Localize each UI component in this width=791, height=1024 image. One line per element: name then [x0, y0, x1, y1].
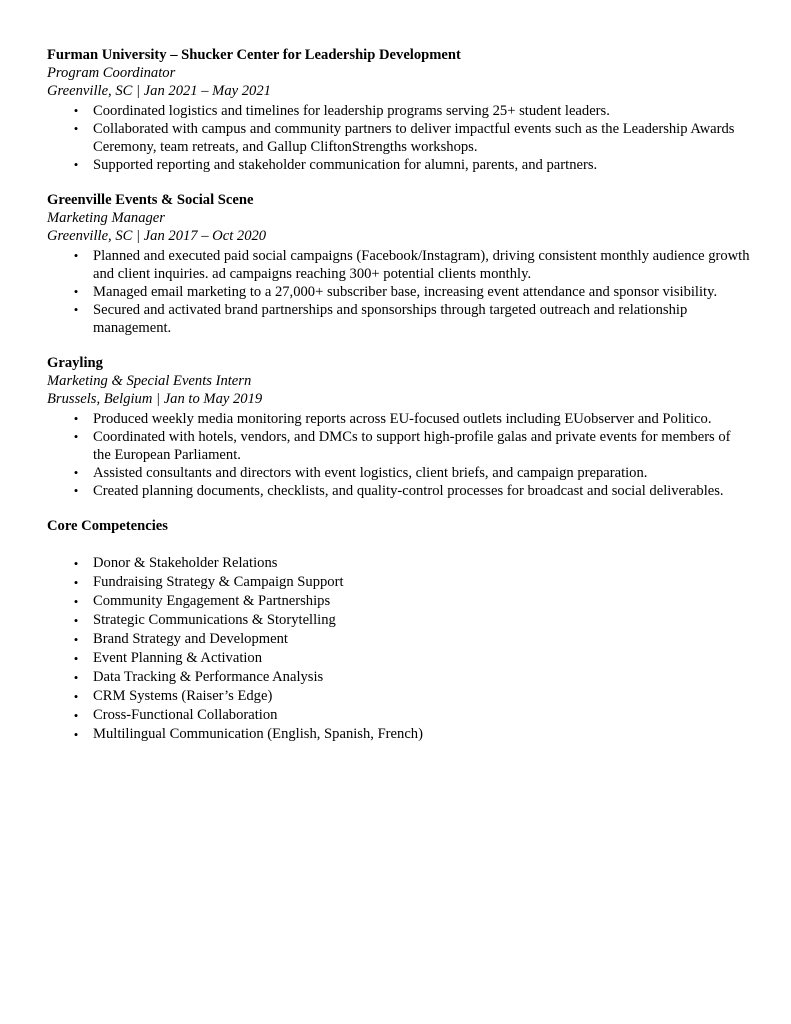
bullet-icon: •	[73, 575, 79, 590]
job-bullet-text: Produced weekly media monitoring reports across EU-focused outlets including EUobserver and Politico.	[93, 411, 712, 427]
competency-item	[47, 592, 751, 611]
job-bullet	[47, 301, 751, 337]
job-organization: Greenville Events & Social Scene	[47, 192, 254, 208]
competencies-list	[47, 554, 751, 744]
job-bullet	[47, 410, 751, 428]
bullet-icon: •	[73, 284, 79, 299]
bullet-icon: •	[73, 429, 79, 444]
job-entry-furman	[47, 46, 751, 174]
competency-item	[47, 706, 751, 725]
job-bullet-text: Created planning documents, checklists, and quality-control processes for broadcast and social deliverables.	[93, 483, 724, 499]
bullet-icon: •	[73, 632, 79, 647]
bullet-icon: •	[73, 483, 79, 498]
competency-text: Community Engagement & Partnerships	[93, 593, 331, 609]
competency-item	[47, 630, 751, 649]
competency-text: Cross-Functional Collaboration	[93, 707, 278, 723]
bullet-icon: •	[73, 248, 79, 263]
job-bullet	[47, 156, 751, 174]
job-location-dates: Greenville, SC | Jan 2021 – May 2021	[47, 83, 271, 99]
bullet-icon: •	[73, 556, 79, 571]
bullet-icon: •	[73, 727, 79, 742]
job-bullet	[47, 464, 751, 482]
bullet-icon: •	[73, 103, 79, 118]
competency-text: Strategic Communications & Storytelling	[93, 612, 336, 628]
job-organization: Grayling	[47, 355, 103, 371]
bullet-icon: •	[73, 121, 79, 136]
job-bullet-text: Collaborated with campus and community partners to deliver impactful events such as the Leadership Awards Ceremony, team retreats, and Gallup CliftonStrengths workshops.	[93, 121, 735, 155]
job-title: Marketing & Special Events Intern	[47, 373, 252, 389]
competency-item	[47, 554, 751, 573]
job-bullet-text: Coordinated with hotels, vendors, and DMCs to support high-profile galas and private events for members of the European Parliament.	[93, 429, 731, 463]
competency-text: Brand Strategy and Development	[93, 631, 288, 647]
job-bullet	[47, 102, 751, 120]
competency-text: Donor & Stakeholder Relations	[93, 555, 278, 571]
job-bullet	[47, 120, 751, 156]
competency-text: CRM Systems (Raiser’s Edge)	[93, 688, 273, 704]
competencies-heading: Core Competencies	[47, 518, 168, 534]
job-bullet-text: Supported reporting and stakeholder communication for alumni, parents, and partners.	[93, 157, 598, 173]
bullet-icon: •	[73, 651, 79, 666]
competency-item	[47, 611, 751, 630]
competency-text: Multilingual Communication (English, Spanish, French)	[93, 726, 423, 742]
bullet-icon: •	[73, 157, 79, 172]
job-bullet-text: Secured and activated brand partnerships and sponsorships through targeted outreach and relationship management.	[93, 302, 688, 336]
job-title: Program Coordinator	[47, 65, 176, 81]
job-bullet	[47, 247, 751, 283]
job-location-dates: Brussels, Belgium | Jan to May 2019	[47, 391, 263, 407]
job-organization: Furman University – Shucker Center for Leadership Development	[47, 47, 461, 63]
bullet-icon: •	[73, 465, 79, 480]
job-entry-grayling	[47, 354, 751, 500]
job-bullet	[47, 283, 751, 301]
competency-text: Event Planning & Activation	[93, 650, 263, 666]
job-bullet	[47, 428, 751, 464]
job-bullet-list	[47, 410, 751, 500]
competency-item	[47, 573, 751, 592]
competency-item	[47, 649, 751, 668]
job-bullet-list	[47, 247, 751, 337]
job-location-dates: Greenville, SC | Jan 2017 – Oct 2020	[47, 228, 267, 244]
job-bullet-text: Planned and executed paid social campaigns (Facebook/Instagram), driving consistent monthly audience growth and client inquiries. ad campaigns reaching 300+ potential clients monthly.	[93, 248, 750, 282]
job-bullet-text: Managed email marketing to a 27,000+ subscriber base, increasing event attendance and sponsor visibility.	[93, 284, 718, 300]
competency-item	[47, 725, 751, 744]
bullet-icon: •	[73, 689, 79, 704]
job-bullet	[47, 482, 751, 500]
job-bullet-text: Assisted consultants and directors with event logistics, client briefs, and campaign preparation.	[93, 465, 648, 481]
bullet-icon: •	[73, 594, 79, 609]
competency-item	[47, 668, 751, 687]
job-bullet-list	[47, 102, 751, 174]
competency-text: Fundraising Strategy & Campaign Support	[93, 574, 344, 590]
job-title: Marketing Manager	[47, 210, 165, 226]
bullet-icon: •	[73, 302, 79, 317]
bullet-icon: •	[73, 708, 79, 723]
bullet-icon: •	[73, 613, 79, 628]
job-entry-greenville-events	[47, 191, 751, 337]
bullet-icon: •	[73, 670, 79, 685]
competency-text: Data Tracking & Performance Analysis	[93, 669, 324, 685]
competency-item	[47, 687, 751, 706]
job-bullet-text: Coordinated logistics and timelines for leadership programs serving 25+ student leaders.	[93, 103, 610, 119]
bullet-icon: •	[73, 411, 79, 426]
